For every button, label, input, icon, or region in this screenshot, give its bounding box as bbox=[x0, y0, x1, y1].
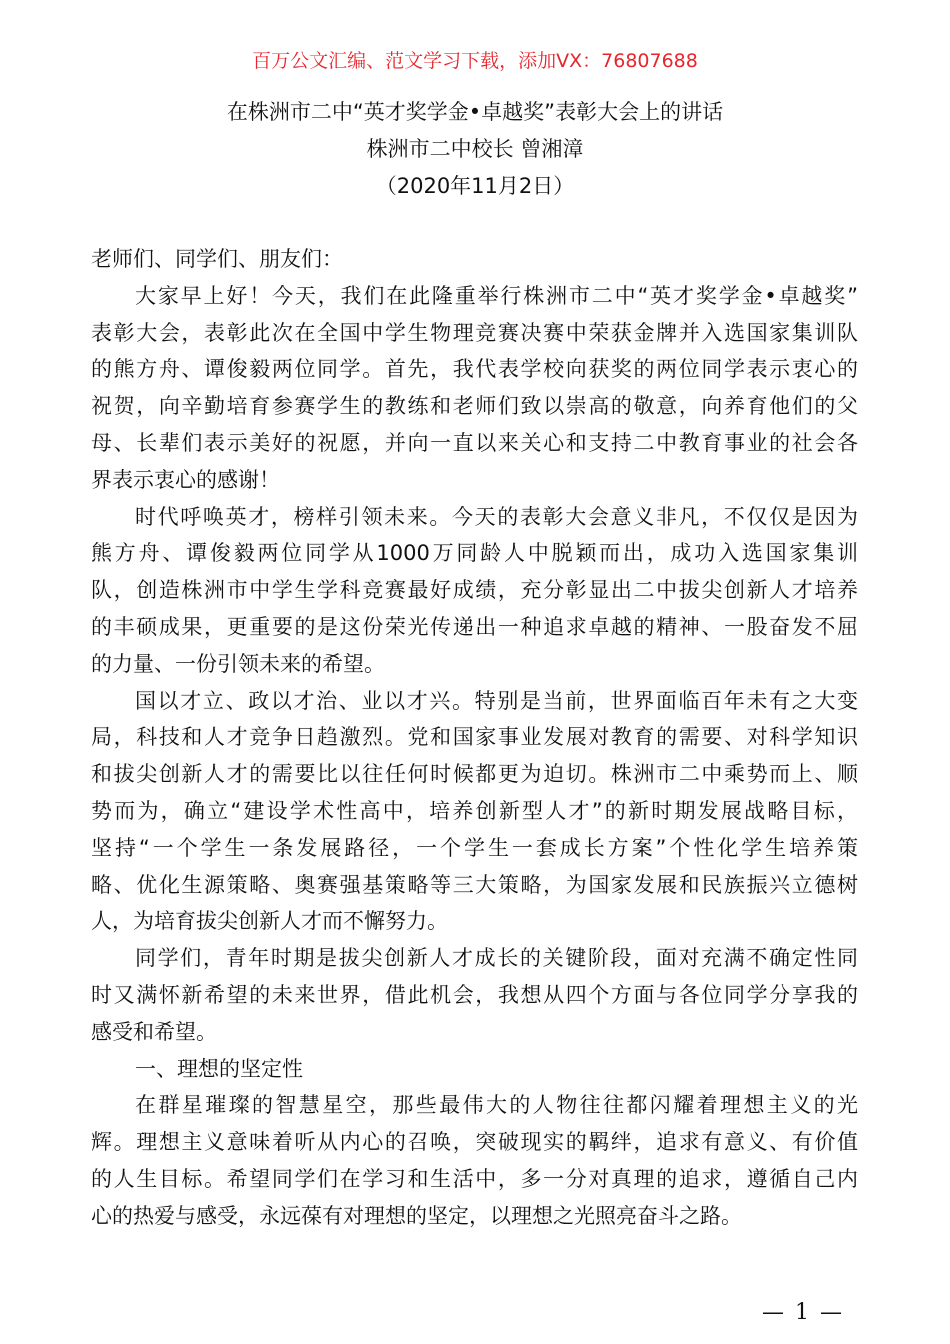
document-date: （2020年11月2日） bbox=[375, 174, 575, 198]
paragraph-line: 表彰大会，表彰此次在全国中学生物理竞赛决赛中荣获金牌并入选国家集训队 bbox=[91, 320, 858, 345]
watermark-header: 百万公文汇编、范文学习下载，添加VX：76807688 bbox=[252, 50, 698, 72]
paragraph-line: 略、优化生源策略、奥赛强基策略等三大策略，为国家发展和民族振兴立德树 bbox=[91, 872, 858, 897]
paragraph bbox=[91, 686, 858, 944]
paragraph-line: 的丰硕成果，更重要的是这份荣光传递出一种追求卓越的精神、一股奋发不屈 bbox=[91, 614, 858, 639]
document-title: 在株洲市二中“英才奖学金•卓越奖”表彰大会上的讲话 bbox=[226, 100, 724, 124]
paragraph-line: 在群星璀璨的智慧星空，那些最伟大的人物往往都闪耀着理想主义的光 bbox=[135, 1093, 858, 1118]
paragraph-line: 祝贺，向辛勤培育参赛学生的教练和老师们致以崇高的敬意，向养育他们的父 bbox=[91, 394, 858, 419]
paragraph-line: 的熊方舟、谭俊毅两位同学。首先，我代表学校向获奖的两位同学表示衷心的 bbox=[91, 357, 858, 382]
page-number: — 1 — bbox=[762, 1300, 844, 1325]
paragraph bbox=[91, 244, 858, 281]
paragraph-line: 队，创造株洲市中学生学科竞赛最好成绩，充分彰显出二中拔尖创新人才培养 bbox=[91, 578, 858, 603]
paragraph-line: 辉。理想主义意味着听从内心的召唤，突破现实的羁绊，追求有意义、有价值 bbox=[91, 1130, 858, 1155]
paragraph-line: 势而为，确立“建设学术性高中，培养创新型人才”的新时期发展战略目标， bbox=[91, 798, 858, 823]
paragraph-line: 同学们，青年时期是拔尖创新人才成长的关键阶段，面对充满不确定性同 bbox=[135, 946, 858, 971]
paragraph-line: 国以才立、政以才治、业以才兴。特别是当前，世界面临百年未有之大变 bbox=[135, 688, 858, 713]
paragraph-line: 的人生目标。希望同学们在学习和生活中，多一分对真理的追求，遵循自己内 bbox=[91, 1166, 858, 1191]
paragraph bbox=[91, 1090, 858, 1237]
paragraph-line: 局，科技和人才竞争日趋激烈。党和国家事业发展对教育的需要、对科学知识 bbox=[91, 725, 858, 750]
paragraph-line: 熊方舟、谭俊毅两位同学从1000万同龄人中脱颖而出，成功入选国家集训 bbox=[91, 541, 858, 566]
paragraph-line: 母、长辈们表示美好的祝愿，并向一直以来关心和支持二中教育事业的社会各 bbox=[91, 430, 858, 455]
paragraph bbox=[91, 1054, 858, 1091]
paragraph-line: 老师们、同学们、朋友们： bbox=[91, 247, 343, 271]
paragraph bbox=[91, 281, 858, 502]
paragraph-line: 坚持“一个学生一条发展路径，一个学生一套成长方案”个性化学生培养策 bbox=[91, 835, 858, 860]
paragraph bbox=[91, 502, 858, 686]
document-body bbox=[91, 244, 858, 1238]
paragraph-line: 一、理想的坚定性 bbox=[135, 1056, 303, 1081]
paragraph-line: 的力量、一份引领未来的希望。 bbox=[91, 651, 385, 676]
paragraph-line: 界表示衷心的感谢！ bbox=[91, 467, 280, 492]
document-author: 株洲市二中校长 曾湘漳 bbox=[366, 137, 584, 161]
paragraph-line: 人，为培育拔尖创新人才而不懈努力。 bbox=[91, 909, 448, 934]
paragraph-line: 和拔尖创新人才的需要比以往任何时候都更为迫切。株洲市二中乘势而上、顺 bbox=[91, 762, 858, 787]
paragraph bbox=[91, 943, 858, 1053]
paragraph-line: 心的热爱与感受，永远葆有对理想的坚定，以理想之光照亮奋斗之路。 bbox=[91, 1203, 742, 1228]
paragraph-line: 感受和希望。 bbox=[91, 1019, 217, 1044]
paragraph-line: 大家早上好！今天，我们在此隆重举行株洲市二中“英才奖学金•卓越奖” bbox=[135, 283, 858, 308]
paragraph-line: 时代呼唤英才，榜样引领未来。今天的表彰大会意义非凡，不仅仅是因为 bbox=[135, 504, 858, 529]
paragraph-line: 时又满怀新希望的未来世界，借此机会，我想从四个方面与各位同学分享我的 bbox=[91, 982, 858, 1007]
